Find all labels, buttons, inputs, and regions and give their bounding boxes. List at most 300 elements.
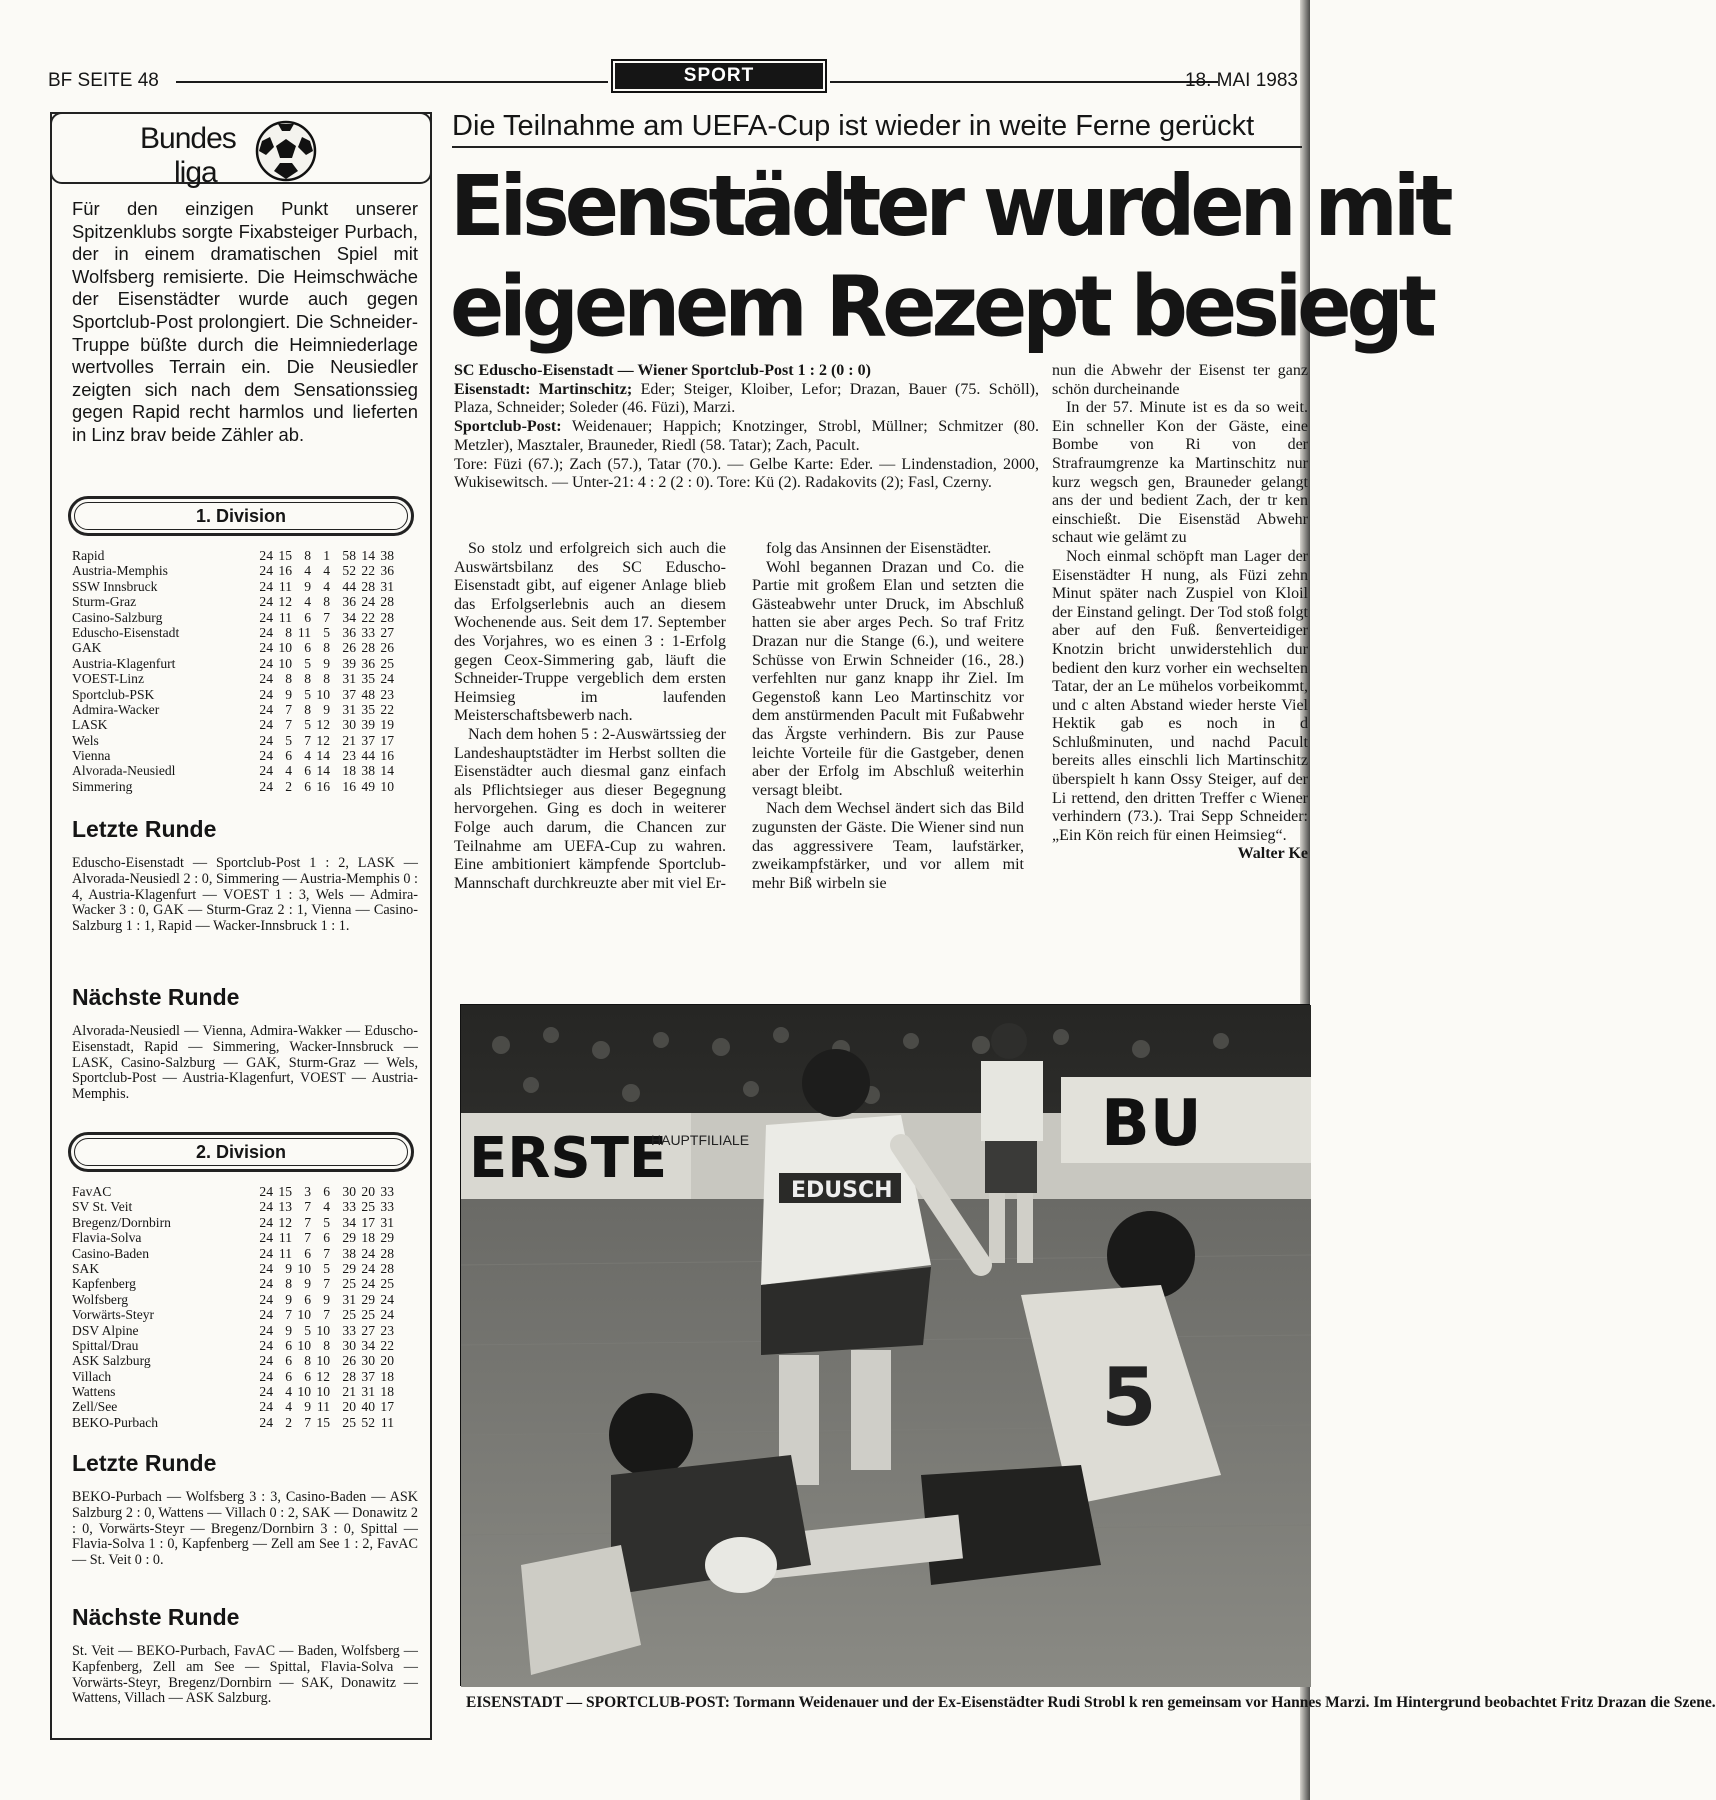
team-stats xyxy=(254,733,394,748)
stat-cell: 20 xyxy=(361,1184,375,1199)
stat-cell: 52 xyxy=(361,1414,375,1430)
stat-cell: 31 xyxy=(342,701,356,717)
stat-cell: 4 xyxy=(304,748,311,764)
team-name: Alvorada-Neusiedl xyxy=(72,763,176,779)
table-row xyxy=(72,1261,412,1276)
stat-cell: 8 xyxy=(304,548,311,563)
table-row xyxy=(72,610,412,625)
shirt-number: 5 xyxy=(1101,1351,1157,1444)
stat-cell: 18 xyxy=(380,1368,394,1384)
stat-cell: 24 xyxy=(259,1199,273,1215)
table-row xyxy=(72,1369,412,1384)
stat-cell: 10 xyxy=(316,1384,330,1400)
division1-last-round-title: Letzte Runde xyxy=(72,816,217,842)
stat-cell: 7 xyxy=(323,609,330,625)
stat-cell: 34 xyxy=(361,1337,375,1353)
stat-cell: 44 xyxy=(342,578,356,594)
article-paragraph: Noch einmal schöpft man Lager der Eisenstädter H nung, als Füzi zehn Minut später nach Zuspiel von Kloil der Einstand gelingt. Der Tod stoß folgt aber auf den Fuß. ßenverteidiger Knotzin bricht unwiderstehlich dur bedient den kurz vorher ein wechselten Tatar, der an Le mühelos vorbeikommt, und c alten Abstand wieder herste Viel Hektik gab es noch in d Schlußminuten, und nachd Pacult bereits alles einschli lich Martinschitz überspielt h kann Ossy Steiger, auf der Li rettend, den dritten Treffer c Wiener verhindern (73.). Trai Sepp Schneider: „Ein Kön reich für einen Heimsieg“. xyxy=(1052,547,1308,844)
stat-cell: 30 xyxy=(342,717,356,733)
stat-cell: 24 xyxy=(259,609,273,625)
stat-cell: 28 xyxy=(380,1260,394,1276)
lineup-sportclub-team: Sportclub-Post: xyxy=(454,418,562,436)
stat-cell: 34 xyxy=(342,609,356,625)
stat-cell: 8 xyxy=(304,1353,311,1369)
team-stats xyxy=(254,1261,394,1276)
stat-cell: 25 xyxy=(361,1199,375,1215)
stat-cell: 7 xyxy=(304,732,311,748)
stat-cell: 24 xyxy=(259,624,273,640)
table-row xyxy=(72,1276,412,1291)
stat-cell: 1 xyxy=(323,548,330,563)
team-name: Casino-Baden xyxy=(72,1245,150,1261)
stat-cell: 10 xyxy=(316,686,330,702)
division2-header xyxy=(68,1132,414,1172)
stat-cell: 23 xyxy=(380,1322,394,1338)
stat-cell: 11 xyxy=(278,1245,292,1261)
table-row xyxy=(72,640,412,655)
stat-cell: 18 xyxy=(380,1384,394,1400)
division2-last-round: BEKO-Purbach — Wolfsberg 3 : 3, Casino-Baden — ASK Salzburg 2 : 0, Wattens — Villach 0 : 2, SAK — Donawitz 2 : 0, Vorwärts-Steyr — Bregenz/Dornbirn 3 : 0, Spittal — Flavia-Solva 1 : 0, Kapfenberg — Zell am See 1 : 2, FavAC — St. Veit 0 : 0. xyxy=(72,1489,418,1569)
bundesliga-logo-text xyxy=(140,122,236,190)
stat-cell: 28 xyxy=(380,594,394,610)
stat-cell: 23 xyxy=(342,748,356,764)
team-name: Sportclub-PSK xyxy=(72,686,155,702)
stat-cell: 31 xyxy=(342,1291,356,1307)
lineup-eisenstadt xyxy=(454,381,1039,418)
stat-cell: 6 xyxy=(323,1184,330,1199)
stat-cell: 24 xyxy=(259,1337,273,1353)
stat-cell: 44 xyxy=(361,748,375,764)
stat-cell: 37 xyxy=(342,686,356,702)
stat-cell: 24 xyxy=(259,640,273,656)
table-row xyxy=(72,1292,412,1307)
table-row xyxy=(72,1323,412,1338)
team-stats xyxy=(254,1399,394,1414)
stat-cell: 9 xyxy=(323,655,330,671)
lineup-sportclub xyxy=(454,418,1039,455)
stat-cell: 21 xyxy=(342,1384,356,1400)
stat-cell: 10 xyxy=(297,1384,311,1400)
stat-cell: 11 xyxy=(278,1230,292,1246)
stat-cell: 20 xyxy=(342,1399,356,1415)
stat-cell: 3 xyxy=(304,1184,311,1199)
team-name: SV St. Veit xyxy=(72,1199,133,1215)
table-row xyxy=(72,1307,412,1322)
stat-cell: 24 xyxy=(361,1260,375,1276)
stat-cell: 8 xyxy=(285,1276,292,1292)
logo-line2: liga xyxy=(174,156,217,189)
table-row xyxy=(72,1184,412,1199)
team-name: FavAC xyxy=(72,1184,112,1199)
stat-cell: 6 xyxy=(304,640,311,656)
team-name: SSW Innsbruck xyxy=(72,578,158,594)
stat-cell: 31 xyxy=(342,671,356,687)
stat-cell: 24 xyxy=(259,1414,273,1430)
team-stats xyxy=(254,610,394,625)
lineup-eisenstadt-team: Eisenstadt: Martinschitz; xyxy=(454,380,633,398)
stat-cell: 30 xyxy=(342,1184,356,1199)
stat-cell: 7 xyxy=(304,1214,311,1230)
table-row xyxy=(72,1230,412,1245)
division2-title: 2. Division xyxy=(74,1138,408,1166)
stat-cell: 23 xyxy=(380,686,394,702)
stat-cell: 6 xyxy=(285,1337,292,1353)
stat-cell: 21 xyxy=(342,732,356,748)
team-stats xyxy=(254,548,394,563)
team-stats xyxy=(254,1292,394,1307)
stat-cell: 10 xyxy=(297,1260,311,1276)
stat-cell: 25 xyxy=(342,1414,356,1430)
team-stats xyxy=(254,687,394,702)
table-row xyxy=(72,1399,412,1414)
stat-cell: 28 xyxy=(361,578,375,594)
stat-cell: 24 xyxy=(259,548,273,563)
stat-cell: 31 xyxy=(361,1384,375,1400)
stat-cell: 24 xyxy=(259,732,273,748)
stat-cell: 7 xyxy=(304,1230,311,1246)
stat-cell: 14 xyxy=(380,763,394,779)
division1-table xyxy=(72,548,412,794)
stat-cell: 39 xyxy=(361,717,375,733)
table-row xyxy=(72,763,412,778)
article-column-1 xyxy=(454,540,726,893)
stat-cell: 12 xyxy=(316,1368,330,1384)
stat-cell: 24 xyxy=(361,1245,375,1261)
stat-cell: 24 xyxy=(259,1322,273,1338)
stat-cell: 24 xyxy=(259,594,273,610)
stat-cell: 11 xyxy=(278,609,292,625)
table-row xyxy=(72,579,412,594)
caption-bold: EISENSTADT — SPORTCLUB-POST: xyxy=(466,1694,730,1711)
match-photo-image xyxy=(461,1005,1311,1687)
stat-cell: 5 xyxy=(304,1322,311,1338)
author-name: Walter Ke xyxy=(1237,845,1308,863)
stat-cell: 29 xyxy=(342,1260,356,1276)
stat-cell: 28 xyxy=(380,609,394,625)
stat-cell: 29 xyxy=(342,1230,356,1246)
team-name: Vorwärts-Steyr xyxy=(72,1307,155,1323)
stat-cell: 33 xyxy=(380,1184,394,1199)
team-stats xyxy=(254,702,394,717)
stat-cell: 34 xyxy=(342,1214,356,1230)
stat-cell: 22 xyxy=(361,563,375,579)
stat-cell: 28 xyxy=(380,1245,394,1261)
stat-cell: 14 xyxy=(316,763,330,779)
stat-cell: 17 xyxy=(380,1399,394,1415)
stat-cell: 7 xyxy=(323,1307,330,1323)
headline-line1: Eisenstädter wurden mit xyxy=(450,157,1449,255)
team-name: GAK xyxy=(72,640,102,656)
article-paragraph: In der 57. Minute ist es da so weit. Ein schneller Kon der Gäste, eine Bombe von Ri von der Strafraumgrenze ka Martinschitz nur kurz wegsch gen, Brauneder gelangt ans der und bedient Zach, der tr ken einschießt. Die Eisenstäd Abwehr schaut wie gelämt zu xyxy=(1052,399,1308,547)
stat-cell: 10 xyxy=(278,640,292,656)
stat-cell: 11 xyxy=(278,578,292,594)
stat-cell: 7 xyxy=(304,1199,311,1215)
team-name: SAK xyxy=(72,1260,100,1276)
team-name: Simmering xyxy=(72,778,133,794)
stat-cell: 9 xyxy=(304,1276,311,1292)
stat-cell: 6 xyxy=(304,1368,311,1384)
kicker-rule xyxy=(452,146,1302,148)
stat-cell: 30 xyxy=(361,1353,375,1369)
team-name: Eduscho-Eisenstadt xyxy=(72,624,180,640)
stat-cell: 5 xyxy=(304,655,311,671)
stat-cell: 8 xyxy=(323,671,330,687)
stat-cell: 17 xyxy=(361,1214,375,1230)
stat-cell: 8 xyxy=(304,671,311,687)
team-stats xyxy=(254,1307,394,1322)
stat-cell: 29 xyxy=(380,1230,394,1246)
stat-cell: 24 xyxy=(259,671,273,687)
header-rule-left xyxy=(176,81,608,83)
stat-cell: 24 xyxy=(380,1291,394,1307)
section-label: SPORT xyxy=(615,63,823,89)
match-info xyxy=(454,362,1039,493)
team-stats xyxy=(254,1415,394,1430)
stat-cell: 15 xyxy=(278,548,292,563)
team-name: Kapfenberg xyxy=(72,1276,136,1292)
stat-cell: 19 xyxy=(380,717,394,733)
table-row xyxy=(72,1338,412,1353)
team-name: Wolfsberg xyxy=(72,1291,129,1307)
stat-cell: 24 xyxy=(259,1245,273,1261)
table-row xyxy=(72,702,412,717)
stat-cell: 7 xyxy=(285,701,292,717)
team-name: Zell/See xyxy=(72,1399,118,1415)
stat-cell: 10 xyxy=(297,1337,311,1353)
team-stats xyxy=(254,748,394,763)
stat-cell: 24 xyxy=(259,763,273,779)
table-row xyxy=(72,717,412,732)
team-name: Austria-Memphis xyxy=(72,563,168,579)
stat-cell: 24 xyxy=(361,594,375,610)
stat-cell: 4 xyxy=(323,1199,330,1215)
stat-cell: 24 xyxy=(361,1276,375,1292)
stat-cell: 25 xyxy=(342,1276,356,1292)
team-stats xyxy=(254,1276,394,1291)
logo-line1: Bundes xyxy=(140,122,236,155)
stat-cell: 27 xyxy=(380,624,394,640)
stat-cell: 36 xyxy=(342,624,356,640)
table-row xyxy=(72,1415,412,1430)
stat-cell: 24 xyxy=(259,655,273,671)
stat-cell: 5 xyxy=(285,732,292,748)
headline-line2: eigenem Rezept besiegt xyxy=(450,257,1432,356)
stat-cell: 25 xyxy=(380,1276,394,1292)
stat-cell: 33 xyxy=(380,1199,394,1215)
stat-cell: 8 xyxy=(323,640,330,656)
stat-cell: 10 xyxy=(316,1322,330,1338)
division1-next-round: Alvorada-Neusiedl — Vienna, Admira-Wakker — Eduscho-Eisenstadt, Rapid — Simmering, Wacker-Innsbruck — LASK, Casino-Salzburg — GAK, Sturm-Graz — Wels, Sportclub-Post — Austria-Klagenfurt, VOEST — Austria-Memphis. xyxy=(72,1023,418,1103)
stat-cell: 2 xyxy=(285,1414,292,1430)
team-name: LASK xyxy=(72,717,108,733)
table-row xyxy=(72,1215,412,1230)
division2-table xyxy=(72,1184,412,1430)
jersey-text: EDUSCH xyxy=(791,1178,893,1203)
table-row xyxy=(72,1353,412,1368)
stat-cell: 26 xyxy=(342,640,356,656)
stat-cell: 38 xyxy=(380,548,394,563)
stat-cell: 13 xyxy=(278,1199,292,1215)
stat-cell: 37 xyxy=(361,732,375,748)
team-name: Austria-Klagenfurt xyxy=(72,655,176,671)
stat-cell: 52 xyxy=(342,563,356,579)
column3-first-para: nun die Abwehr der Eisenst ter ganz schön durcheinande xyxy=(1052,362,1308,398)
stat-cell: 8 xyxy=(285,624,292,640)
table-row xyxy=(72,671,412,686)
stat-cell: 4 xyxy=(285,1384,292,1400)
stat-cell: 6 xyxy=(285,1368,292,1384)
article-paragraph: Wohl begannen Drazan und Co. die Partie mit großem Elan und setzten die Gästeabwehr unter Druck, im Abschluß hatten sie aber arges Pech. So traf Fritz Drazan nur die Stange (6.), und weitere Schüsse von Erwin Schneider (16., 28.) verfehlten nur ganz knapp ihr Ziel. Im Gegenstoß kann Leo Martinschitz vor dem anstürmenden Pacult mit Fußabwehr das Ärgste verhindern. Bis zur Pause leichte Vorteile für die Gastgeber, denen aber der Erfolg im Abschluß weiterhin versagt bleibt. xyxy=(752,558,1024,799)
division1-last-round: Eduscho-Eisenstadt — Sportclub-Post 1 : 2, LASK — Alvorada-Neusiedl 2 : 0, Simmering — Austria-Memphis 0 : 4, Austria-Klagenfurt — VOEST 1 : 3, Wels — Admira-Wacker 3 : 0, GAK — Sturm-Graz 2 : 1, Vienna — Casino-Salzburg 1 : 1, Rapid — Wacker-Innsbruck 1 : 1. xyxy=(72,855,418,935)
team-name: Rapid xyxy=(72,548,105,563)
stat-cell: 38 xyxy=(342,1245,356,1261)
team-name: Wels xyxy=(72,732,99,748)
division2-next-round: St. Veit — BEKO-Purbach, FavAC — Baden, Wolfsberg — Kapfenberg, Zell am See — Spittal, Flavia-Solva — Vorwärts-Steyr, Bregenz/Dornbirn — SAK, Donawitz — Wattens, Villach — ASK Salzburg. xyxy=(72,1643,418,1707)
stat-cell: 12 xyxy=(316,732,330,748)
team-stats xyxy=(254,1230,394,1245)
stat-cell: 4 xyxy=(323,578,330,594)
stat-cell: 6 xyxy=(285,1353,292,1369)
stat-cell: 18 xyxy=(361,1230,375,1246)
stat-cell: 29 xyxy=(361,1291,375,1307)
stat-cell: 7 xyxy=(285,717,292,733)
stat-cell: 25 xyxy=(342,1307,356,1323)
stat-cell: 24 xyxy=(259,1214,273,1230)
stat-cell: 24 xyxy=(259,1276,273,1292)
article-paragraph: Nach dem Wechsel ändert sich das Bild zugunsten der Gäste. Die Wiener sind nun das aggressivere Team, laufstärker, zweikampfstärker, und vor allem mit mehr Biß wirbeln sie xyxy=(752,800,1024,892)
team-stats xyxy=(254,1353,394,1368)
stat-cell: 20 xyxy=(380,1353,394,1369)
stat-cell: 24 xyxy=(259,563,273,579)
division1-title: 1. Division xyxy=(74,502,408,530)
stat-cell: 25 xyxy=(380,655,394,671)
table-row xyxy=(72,1246,412,1261)
table-row xyxy=(72,733,412,748)
stat-cell: 4 xyxy=(285,1399,292,1415)
photo-caption xyxy=(466,1694,1716,1712)
table-row xyxy=(72,656,412,671)
stat-cell: 38 xyxy=(361,763,375,779)
stat-cell: 15 xyxy=(278,1184,292,1199)
goals-info: Tore: Füzi (67.); Zach (57.), Tatar (70.). — Gelbe Karte: Eder. — Lindenstadion, 2000, Wukisewitsch. — Unter-21: 4 : 2 (2 : 0). Tore: Kü (2). Radakovits (2); Fasl, Czerny. xyxy=(454,455,1039,492)
team-name: DSV Alpine xyxy=(72,1322,139,1338)
header-rule-right xyxy=(830,81,1218,83)
stat-cell: 9 xyxy=(285,1322,292,1338)
stat-cell: 48 xyxy=(361,686,375,702)
stat-cell: 39 xyxy=(342,655,356,671)
stat-cell: 9 xyxy=(285,686,292,702)
stat-cell: 22 xyxy=(380,1337,394,1353)
stat-cell: 4 xyxy=(304,594,311,610)
stat-cell: 24 xyxy=(259,778,273,794)
stat-cell: 16 xyxy=(380,748,394,764)
stat-cell: 16 xyxy=(316,778,330,794)
stat-cell: 6 xyxy=(304,778,311,794)
stat-cell: 22 xyxy=(361,609,375,625)
stat-cell: 28 xyxy=(361,640,375,656)
stat-cell: 4 xyxy=(285,763,292,779)
division2-last-round-title: Letzte Runde xyxy=(72,1450,217,1476)
stat-cell: 8 xyxy=(285,671,292,687)
issue-date: 18. MAI 1983 xyxy=(1184,70,1298,91)
stat-cell: 33 xyxy=(361,624,375,640)
stat-cell: 6 xyxy=(304,1245,311,1261)
team-stats xyxy=(254,1338,394,1353)
team-stats xyxy=(254,763,394,778)
stat-cell: 7 xyxy=(323,1245,330,1261)
stat-cell: 31 xyxy=(380,1214,394,1230)
table-row xyxy=(72,625,412,640)
team-name: BEKO-Purbach xyxy=(72,1414,159,1430)
banner-small-text: HAUPTFILIALE xyxy=(651,1132,750,1148)
article-paragraph: Nach dem hohen 5 : 2-Auswärtssieg der Landeshauptstädter im Herbst sollten die Eisenstädter auch diesmal ganz einfach als Pflichtsieger aus dieser Begegnung hervorgehen. Ging es doch in weiterer Folge auch darum, die Chancen zur Teilnahme am UEFA-Cup zu wahren. Eine ambitioniert kämpfende Sportclub-Mannschaft durchkreuzte aber mit viel Er- xyxy=(454,725,727,892)
stat-cell: 37 xyxy=(361,1368,375,1384)
stat-cell: 6 xyxy=(285,748,292,764)
stat-cell: 10 xyxy=(297,1307,311,1323)
banner-erste: ERSTE xyxy=(469,1126,668,1191)
division2-next-round-title: Nächste Runde xyxy=(72,1604,240,1630)
stat-cell: 6 xyxy=(323,1230,330,1246)
stat-cell: 26 xyxy=(380,640,394,656)
article-column-3 xyxy=(1052,362,1308,864)
section-label-box xyxy=(611,59,827,93)
stat-cell: 8 xyxy=(323,1337,330,1353)
article-kicker: Die Teilnahme am UEFA-Cup ist wieder in weite Ferne gerückt xyxy=(452,110,1255,142)
stat-cell: 10 xyxy=(278,655,292,671)
stat-cell: 14 xyxy=(316,748,330,764)
lineup-eisenstadt-players: Eder; Steiger, Kloiber, Lefor; Drazan, Bauer (75. Schöll), Plaza, Schneider; Soleder (46. Füzi), Marzi. xyxy=(454,380,1039,417)
stat-cell: 35 xyxy=(361,671,375,687)
team-name: Wattens xyxy=(72,1384,116,1400)
caption-text: Tormann Weidenauer und der Ex-Eisenstädter Rudi Strobl k ren gemeinsam vor Hannes Marzi. Im Hintergrund beobachtet Fritz Drazan die Szene. xyxy=(729,1694,1716,1711)
stat-cell: 25 xyxy=(361,1307,375,1323)
team-stats xyxy=(254,717,394,732)
article-column-2 xyxy=(752,540,1024,893)
stat-cell: 7 xyxy=(323,1276,330,1292)
stat-cell: 24 xyxy=(259,1399,273,1415)
stat-cell: 16 xyxy=(342,778,356,794)
stat-cell: 7 xyxy=(304,1414,311,1430)
stat-cell: 17 xyxy=(380,732,394,748)
stat-cell: 9 xyxy=(304,578,311,594)
page-number: BF SEITE 48 xyxy=(48,70,159,91)
football-icon xyxy=(254,119,318,183)
article-paragraph: So stolz und erfolgreich sich auch die Auswärtsbilanz des SC Eduscho-Eisenstadt gibt, auf eigener Anlage blieb das Erfolgserlebnis auch an diesem Wochenende aus. Seit dem 17. September des Vorjahres, wo es einen 3 : 1-Erfolg gegen Ceox-Simmering gab, läuft die Schneider-Truppe vergeblich dem ersten Heimsieg im laufenden Meisterschaftsbewerb nach. xyxy=(454,540,726,725)
team-stats xyxy=(254,625,394,640)
stat-cell: 24 xyxy=(259,1384,273,1400)
stat-cell: 11 xyxy=(297,624,311,640)
stat-cell: 4 xyxy=(323,563,330,579)
stat-cell: 5 xyxy=(323,1260,330,1276)
table-row xyxy=(72,1384,412,1399)
stat-cell: 22 xyxy=(380,701,394,717)
table-row xyxy=(72,779,412,794)
stat-cell: 24 xyxy=(259,1368,273,1384)
stat-cell: 30 xyxy=(342,1337,356,1353)
stat-cell: 10 xyxy=(380,778,394,794)
stat-cell: 24 xyxy=(259,1307,273,1323)
stat-cell: 9 xyxy=(323,1291,330,1307)
team-stats xyxy=(254,563,394,578)
team-stats xyxy=(254,656,394,671)
stat-cell: 11 xyxy=(380,1414,394,1430)
stat-cell: 28 xyxy=(342,1368,356,1384)
division1-next-round-title: Nächste Runde xyxy=(72,984,240,1010)
table-row xyxy=(72,548,412,563)
stat-cell: 7 xyxy=(285,1307,292,1323)
stat-cell: 24 xyxy=(259,1230,273,1246)
stat-cell: 24 xyxy=(380,671,394,687)
